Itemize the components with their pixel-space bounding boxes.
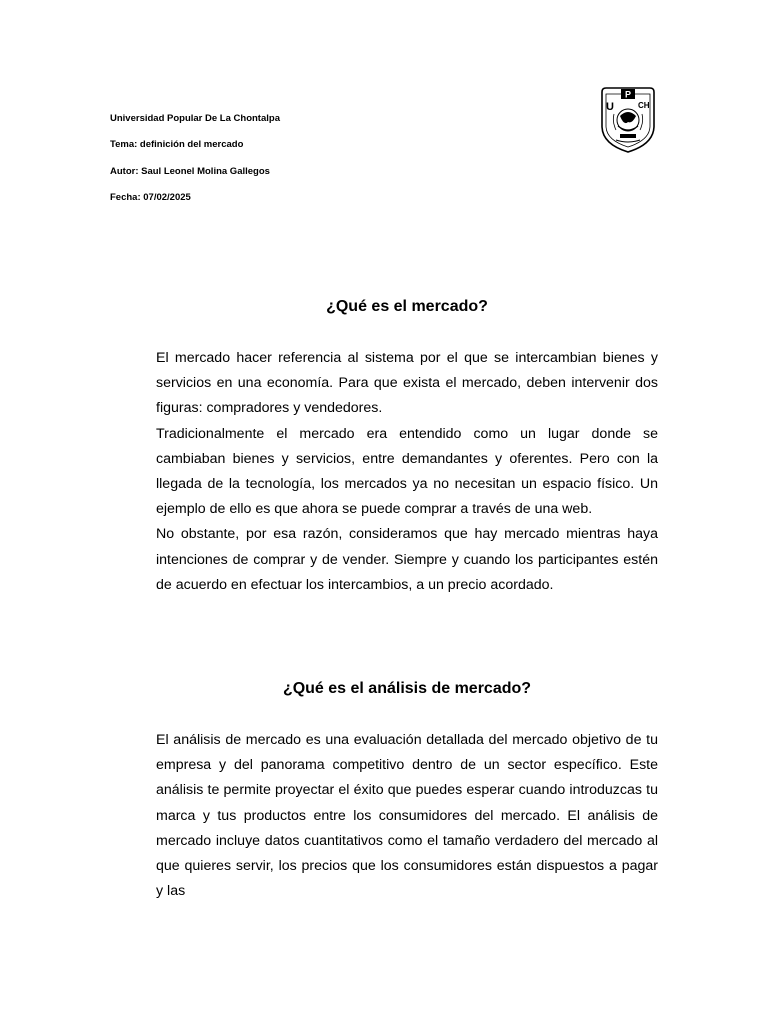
section1-paragraph: El mercado hacer referencia al sistema por el que se intercambian bienes y servicios en una economía. Para que exista el mercado, deben intervenir dos figuras: compradores y vendedores. <box>156 350 658 417</box>
topic-line: Tema: definición del mercado <box>110 139 244 150</box>
svg-text:CH: CH <box>638 101 650 110</box>
author-line: Autor: Saul Leonel Molina Gallegos <box>110 166 270 177</box>
section2-paragraph: El análisis de mercado es una evaluación detallada del mercado objetivo de tu empresa y del panorama competitivo dentro de un sector específico. Este análisis te permite proyectar el éxito que puedes esperar cuando introduzcas tu marca y tus productos entre los consumidores del mercado. El análisis de mercado incluye datos cuantitativos como el tamaño verdadero del mercado al que quieres servir, los precios que los consumidores están dispuestos a pagar y las <box>156 732 658 900</box>
section1-paragraph: Tradicionalmente el mercado era entendido como un lugar donde se cambiaban bienes y servicios, entre demandantes y oferentes. Pero con la llegada de la tecnología, los mercados ya no necesitan un espacio físico. Un ejemplo de ello es que ahora se puede comprar a través de una web. <box>156 425 658 518</box>
svg-text:U: U <box>606 101 614 113</box>
section1-paragraph: No obstante, por esa razón, consideramos que hay mercado mientras haya intenciones de comprar y de vender. Siempre y cuando los participantes estén de acuerdo en efectuar los intercambios, a un precio acordado. <box>156 526 658 593</box>
section1-body <box>156 346 658 598</box>
date-line: Fecha: 07/02/2025 <box>110 192 191 203</box>
section1-heading: ¿Qué es el mercado? <box>326 298 488 315</box>
section2-heading: ¿Qué es el análisis de mercado? <box>282 680 532 697</box>
university-seal-icon <box>598 86 658 154</box>
svg-text:P: P <box>624 89 632 100</box>
university-name: Universidad Popular De La Chontalpa <box>110 113 280 124</box>
section2-body <box>156 728 658 904</box>
